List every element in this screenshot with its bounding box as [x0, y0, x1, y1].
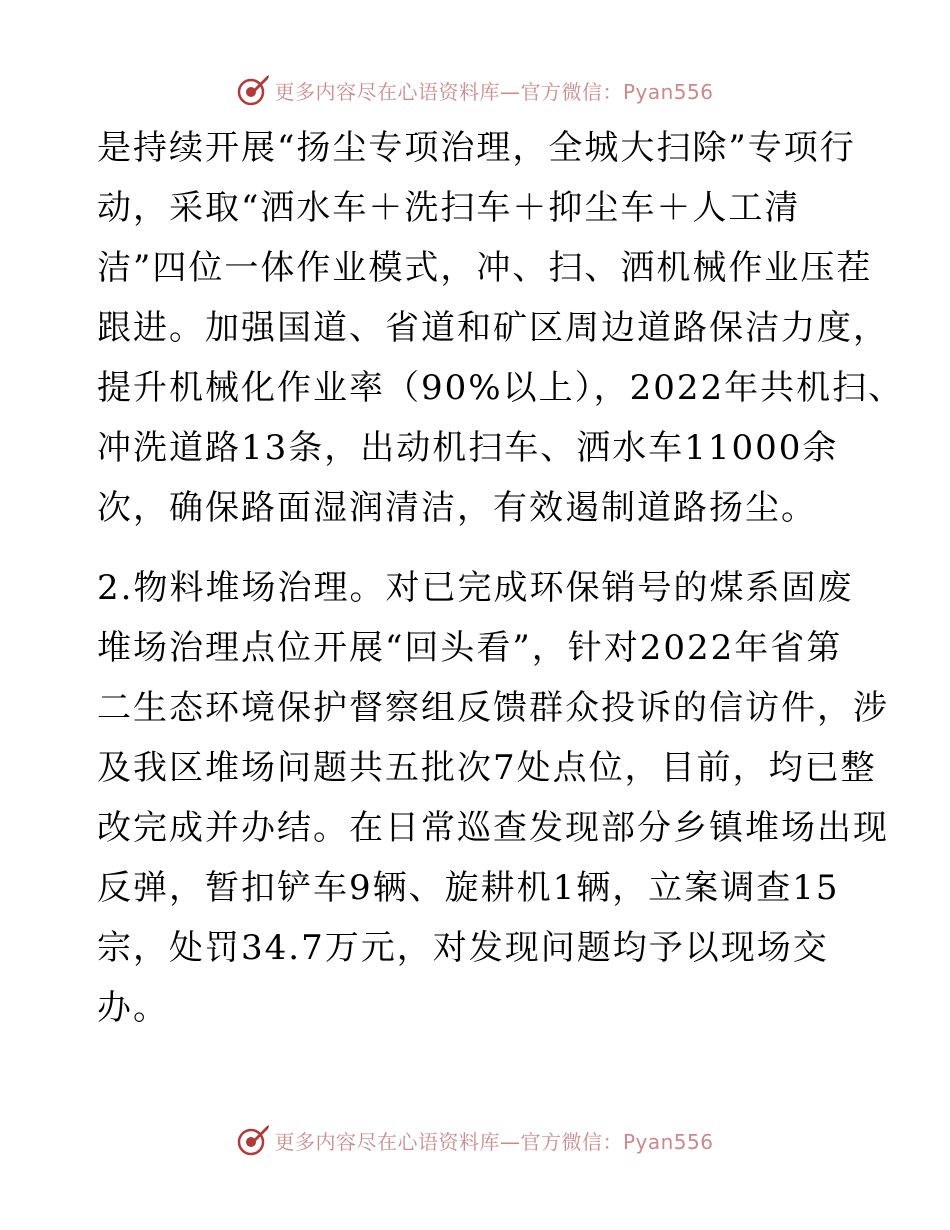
text-line: 堆场治理点位开展“回头看”，针对2022年省第 [97, 628, 843, 668]
document-body [97, 118, 905, 1038]
watermark-text: 更多内容尽在心语资料库—官方微信：Pyan556 [274, 79, 714, 104]
text-line: 改完成并办结。在日常巡查发现部分乡镇堆场出现 [97, 808, 889, 848]
text-line: 2.物料堆场治理。对已完成环保销号的煤系固废 [97, 568, 854, 608]
text-line: 跟进。加强国道、省道和矿区周边道路保洁力度， [97, 308, 889, 348]
text-line: 二生态环境保护督察组反馈群众投诉的信访件，涉 [97, 688, 889, 728]
text-line: 是持续开展“扬尘专项治理，全城大扫除”专项行 [97, 128, 856, 168]
text-line: 冲洗道路13条，出动机扫车、洒水车11000余 [97, 428, 839, 468]
footer-watermark [0, 1120, 950, 1160]
pen-logo-icon [236, 73, 270, 107]
text-line: 宗，处罚34.7万元，对发现问题均予以现场交 [97, 928, 829, 968]
paragraph-gap [97, 538, 857, 558]
text-line: 反弹，暂扣铲车9辆、旋耕机1辆，立案调查15 [97, 868, 840, 908]
text-line: 提升机械化作业率（90%以上），2022年共机扫、 [97, 368, 905, 408]
text-line: 动，采取“洒水车＋洗扫车＋抑尘车＋人工清 [97, 188, 801, 228]
text-line: 次，确保路面湿润清洁，有效遏制道路扬尘。 [97, 488, 817, 528]
header-watermark [0, 70, 950, 110]
paragraph-road-dust [97, 118, 905, 538]
text-line: 办。 [97, 988, 169, 1028]
pen-logo-icon [236, 1123, 270, 1157]
watermark-text: 更多内容尽在心语资料库—官方微信：Pyan556 [274, 1129, 714, 1154]
text-line: 洁”四位一体作业模式，冲、扫、洒机械作业压茬 [97, 248, 873, 288]
text-line: 及我区堆场问题共五批次7处点位，目前，均已整 [97, 748, 877, 788]
paragraph-material-yard [97, 558, 889, 1038]
